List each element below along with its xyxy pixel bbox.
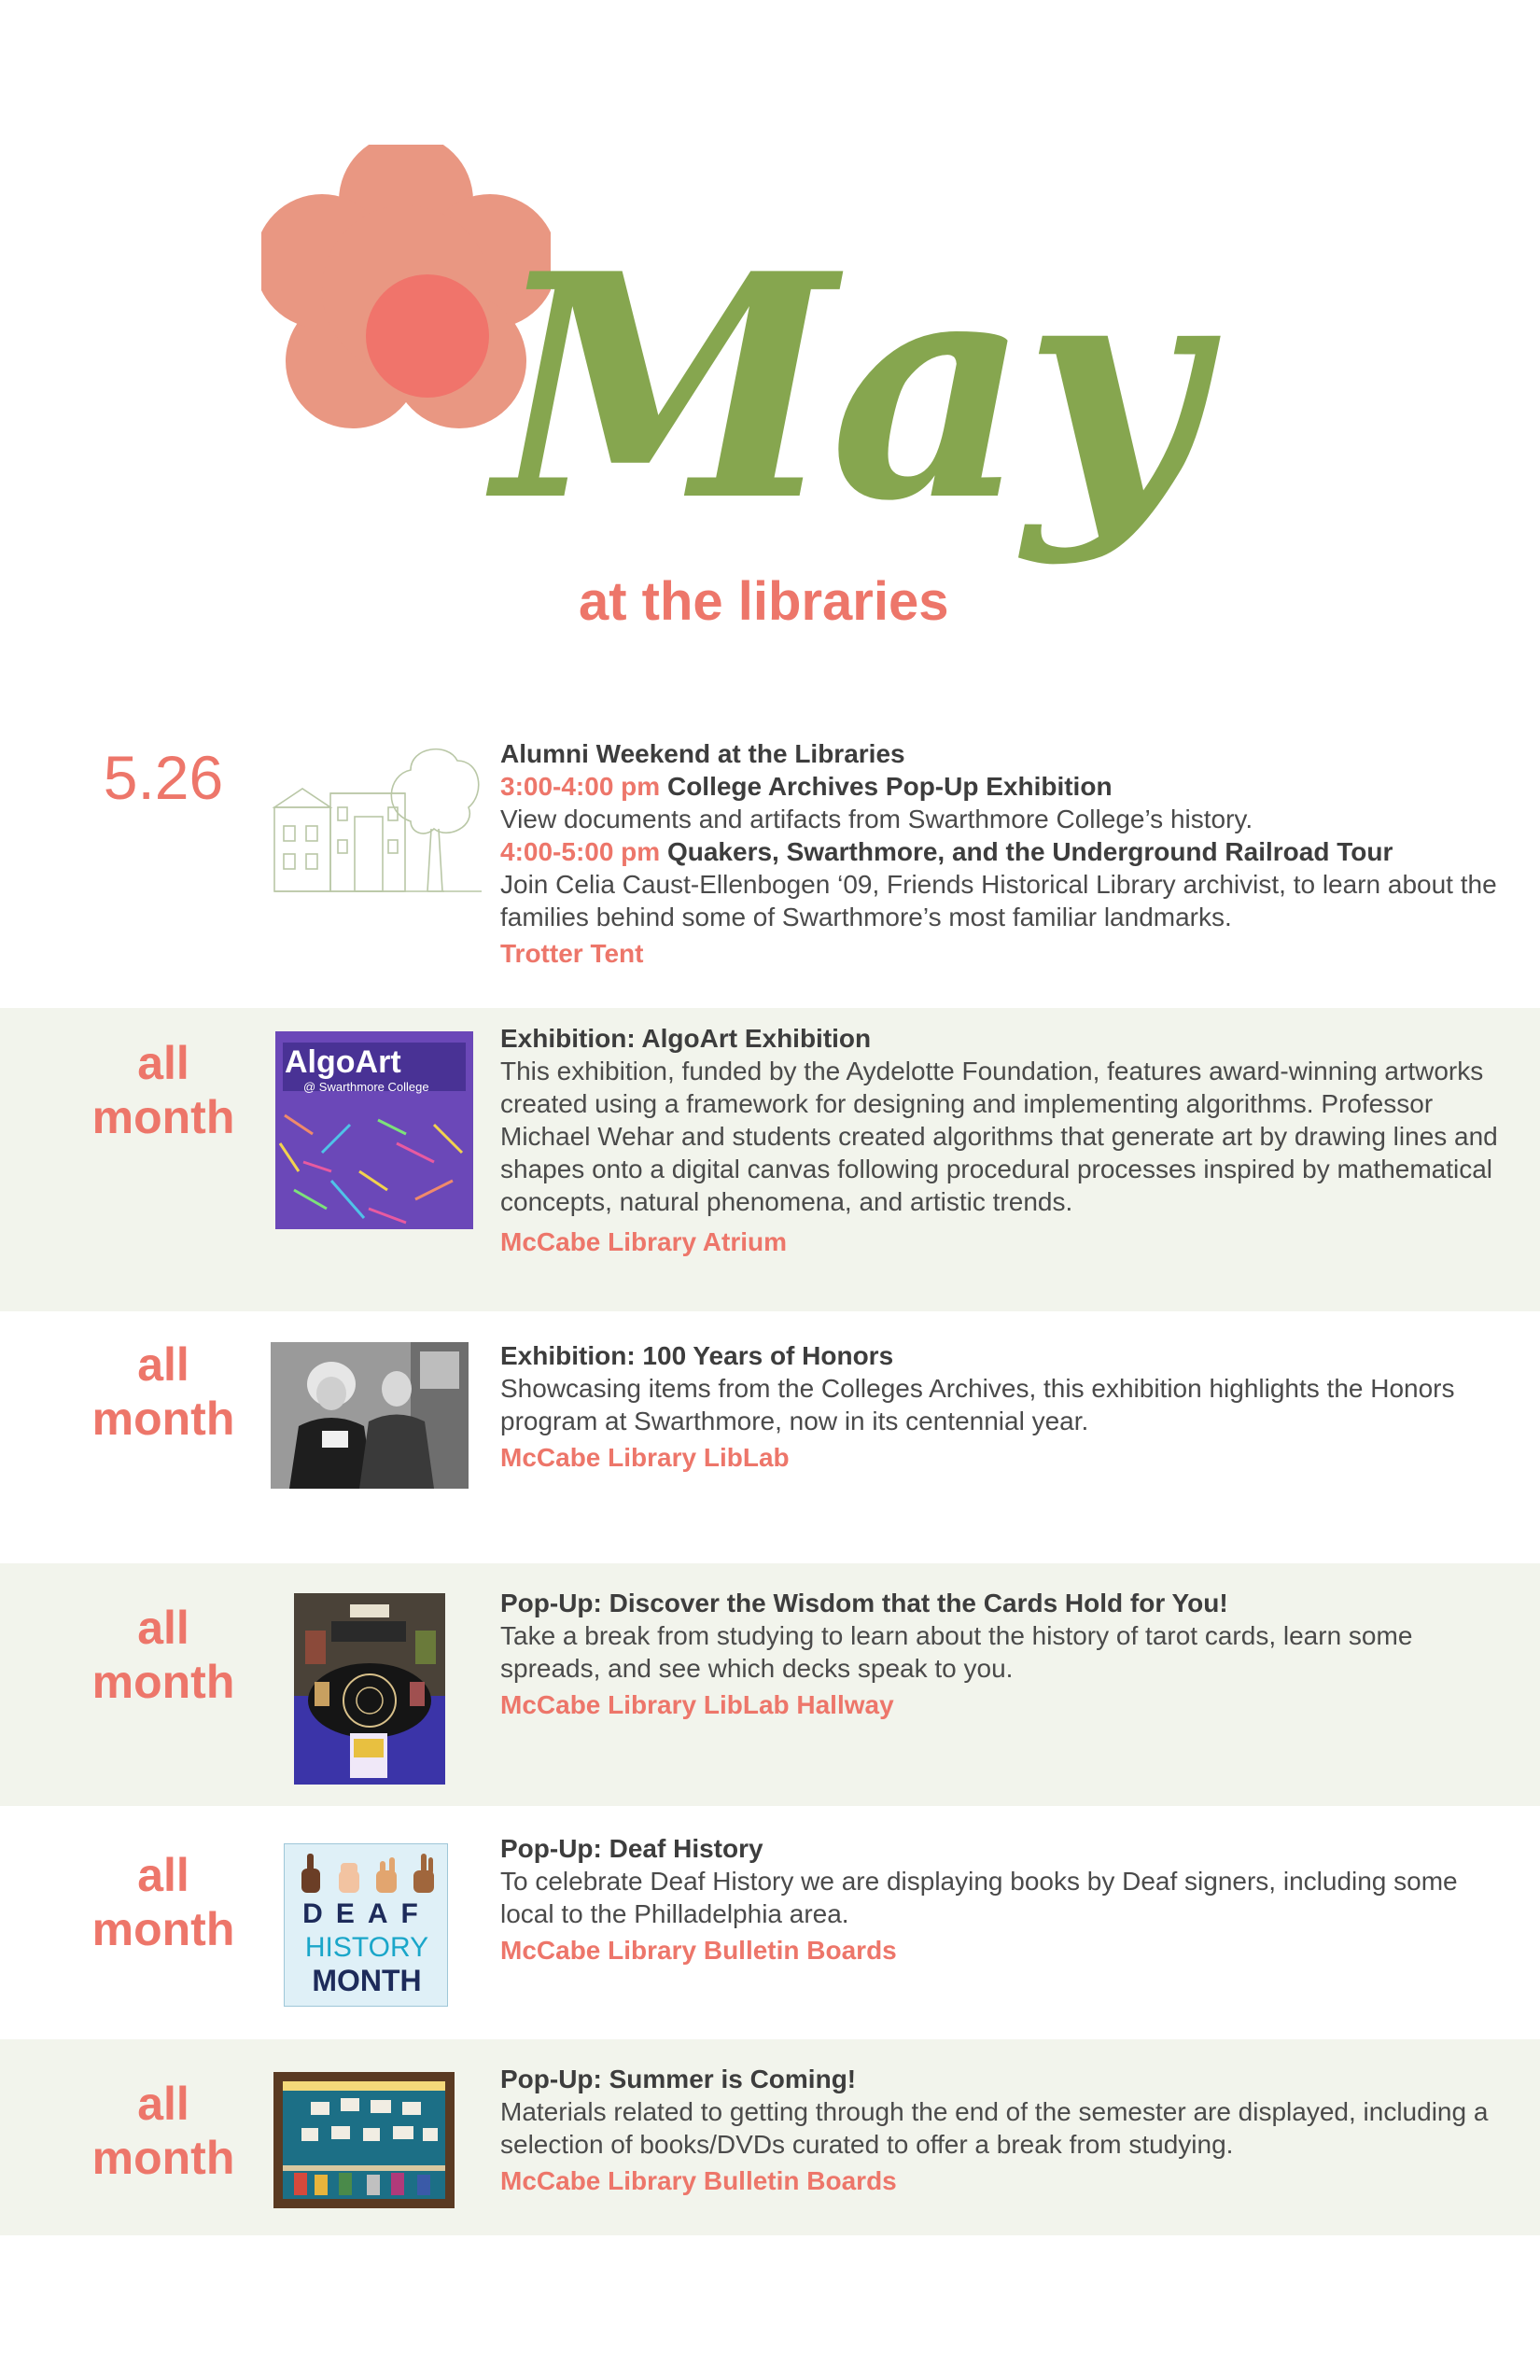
event-desc: Showcasing items from the Colleges Archives, this exhibition highlights the Honors program at Swarthmore, now in its centennial year. xyxy=(500,1374,1455,1435)
event-location: McCabe Library Bulletin Boards xyxy=(500,2166,897,2195)
deaf-history-month-image xyxy=(284,1843,448,2007)
header xyxy=(0,0,1540,672)
event-date xyxy=(37,1337,289,1446)
date-line-1: all xyxy=(137,1338,189,1391)
event-details xyxy=(500,1022,1518,1258)
deaf-word: DEAF xyxy=(302,1898,431,1929)
building-sketch-image xyxy=(271,737,485,905)
month-word: MONTH xyxy=(312,1964,422,1997)
algoart-subtitle: @ Swarthmore College xyxy=(303,1080,429,1094)
event-location: McCabe Library Atrium xyxy=(500,1227,788,1256)
event-deaf-history xyxy=(0,1806,1540,2058)
event-desc: This exhibition, funded by the Aydelotte Foundation, features award-winning artworks created using a framework for designing and implementing algorithms. Professor Michael Wehar and students created algorithms that generate art by drawing lines and shapes onto a digital canvas following procedural processes inspired by mathematical concepts, natural phenomena, and artistic trends. xyxy=(500,1057,1498,1216)
event-location: McCabe Library Bulletin Boards xyxy=(500,1936,897,1965)
date-line-1: all xyxy=(137,1602,189,1654)
session-desc: Join Celia Caust-Ellenbogen ‘09, Friends Historical Library archivist, to learn about the families behind some of Swarthmore’s most familiar landmarks. xyxy=(500,870,1497,931)
event-alumni-weekend xyxy=(0,728,1540,1008)
date-line-1: all xyxy=(137,2078,189,2130)
event-title: Alumni Weekend at the Libraries xyxy=(500,739,905,768)
event-desc: Take a break from studying to learn about the history of tarot cards, learn some spreads, and see which decks speak to you. xyxy=(500,1621,1413,1683)
event-algoart xyxy=(0,1008,1540,1311)
event-details xyxy=(500,1587,1518,1721)
date-line-2: month xyxy=(91,1393,235,1445)
event-title: Pop-Up: Summer is Coming! xyxy=(500,2065,857,2093)
page-subtitle: at the libraries xyxy=(579,571,949,632)
session-name: College Archives Pop-Up Exhibition xyxy=(666,772,1113,801)
session-time: 4:00-5:00 pm xyxy=(500,837,661,866)
event-100-years-honors xyxy=(0,1311,1540,1535)
event-desc: Materials related to getting through the end of the semester are displayed, including a selection of books/DVDs curated to offer a break from studying. xyxy=(500,2097,1489,2159)
event-details xyxy=(500,2063,1518,2197)
algoart-title: AlgoArt xyxy=(285,1044,401,1080)
history-word: HISTORY xyxy=(304,1932,429,1963)
month-title: May xyxy=(495,206,1197,568)
date-text: 5.26 xyxy=(103,743,224,812)
event-session-1 xyxy=(500,770,1518,803)
event-date xyxy=(37,1848,289,1956)
event-date xyxy=(37,745,289,810)
event-location: McCabe Library LibLab xyxy=(500,1443,790,1472)
date-line-1: all xyxy=(137,1849,189,1901)
event-details xyxy=(500,1339,1518,1474)
signing-hands-icon xyxy=(285,1848,448,1904)
date-line-2: month xyxy=(91,1903,235,1955)
event-date xyxy=(37,1036,289,1144)
event-summer-coming xyxy=(0,2039,1540,2235)
tarot-display-image xyxy=(294,1593,445,1785)
date-line-2: month xyxy=(91,2132,235,2184)
event-details xyxy=(500,1832,1518,1967)
historic-photo-image xyxy=(271,1342,469,1489)
flower-center xyxy=(366,274,489,398)
session-name: Quakers, Swarthmore, and the Underground Railroad Tour xyxy=(666,837,1393,866)
date-line-1: all xyxy=(137,1037,189,1089)
event-tarot-popup xyxy=(0,1563,1540,1806)
algoart-poster-image xyxy=(275,1031,473,1229)
event-desc: To celebrate Deaf History we are displaying books by Deaf signers, including some local to the Philladelphia area. xyxy=(500,1867,1458,1928)
event-location: McCabe Library LibLab Hallway xyxy=(500,1690,894,1719)
display-case-image xyxy=(273,2072,455,2208)
event-session-2 xyxy=(500,835,1518,868)
event-date xyxy=(37,2077,289,2185)
session-desc: View documents and artifacts from Swarthmore College’s history. xyxy=(500,805,1253,833)
event-title: Pop-Up: Discover the Wisdom that the Cards Hold for You! xyxy=(500,1589,1228,1617)
event-title: Pop-Up: Deaf History xyxy=(500,1834,763,1863)
session-time: 3:00-4:00 pm xyxy=(500,772,661,801)
event-location: Trotter Tent xyxy=(500,939,644,968)
date-line-2: month xyxy=(91,1656,235,1708)
event-title: Exhibition: 100 Years of Honors xyxy=(500,1341,894,1370)
event-title: Exhibition: AlgoArt Exhibition xyxy=(500,1024,872,1053)
event-details xyxy=(500,737,1518,970)
event-date xyxy=(37,1601,289,1709)
date-line-2: month xyxy=(91,1091,235,1143)
